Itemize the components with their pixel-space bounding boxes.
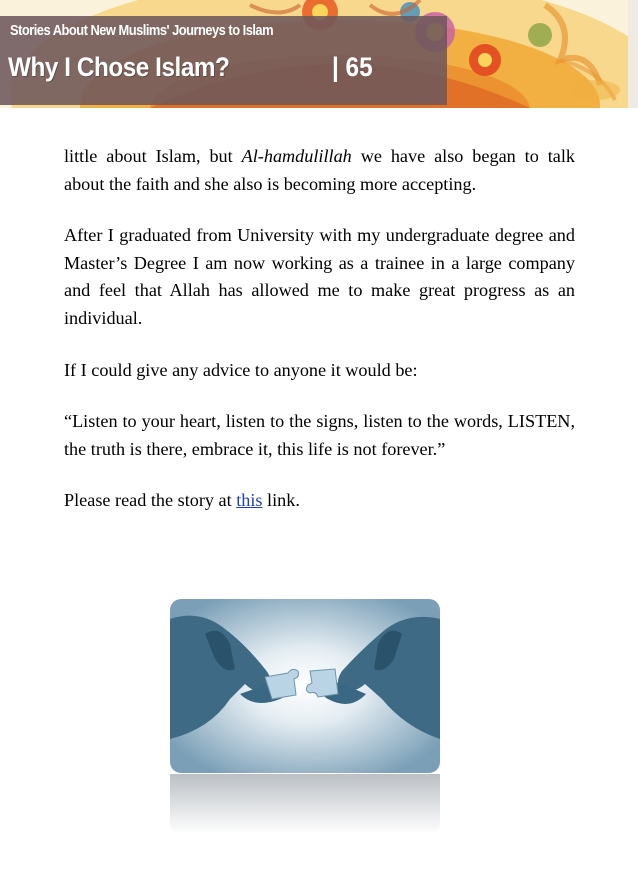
page-body [64, 143, 575, 539]
paragraph-3: If I could give any advice to anyone it would be: [64, 359, 418, 380]
quote-paragraph: “Listen to your heart, listen to the signs, listen to the words, LISTEN, the truth is there, embrace it, this life is not forever.” [64, 411, 575, 459]
page-number: | 65 [332, 52, 373, 82]
puzzle-hands-image [170, 599, 440, 773]
book-title: Why I Chose Islam? [8, 52, 230, 82]
paragraph-1-end: we have also began to talk about the faith and she also is becoming more accepting. [64, 146, 575, 194]
paragraph-1-start: little about Islam, but [64, 146, 242, 166]
decorative-banner [0, 0, 638, 108]
paragraph-1-italic: Al-hamdulillah [241, 146, 352, 166]
paragraph-1 [64, 143, 575, 198]
paragraph-5 [64, 487, 575, 515]
paragraph-2: After I graduated from University with my undergraduate degree and Master’s Degree I am now working as a trainee in a large company and feel that Allah has allowed me to make great progress as an individual. [64, 225, 575, 328]
puzzle-hands-illustration [170, 599, 440, 773]
story-link[interactable]: this [236, 490, 263, 511]
paragraph-5-end: link. [262, 490, 300, 511]
paragraph-5-start: Please read the story at [64, 490, 237, 511]
series-title: Stories About New Muslims' Journeys to Islam [10, 22, 274, 39]
image-reflection [170, 774, 440, 834]
